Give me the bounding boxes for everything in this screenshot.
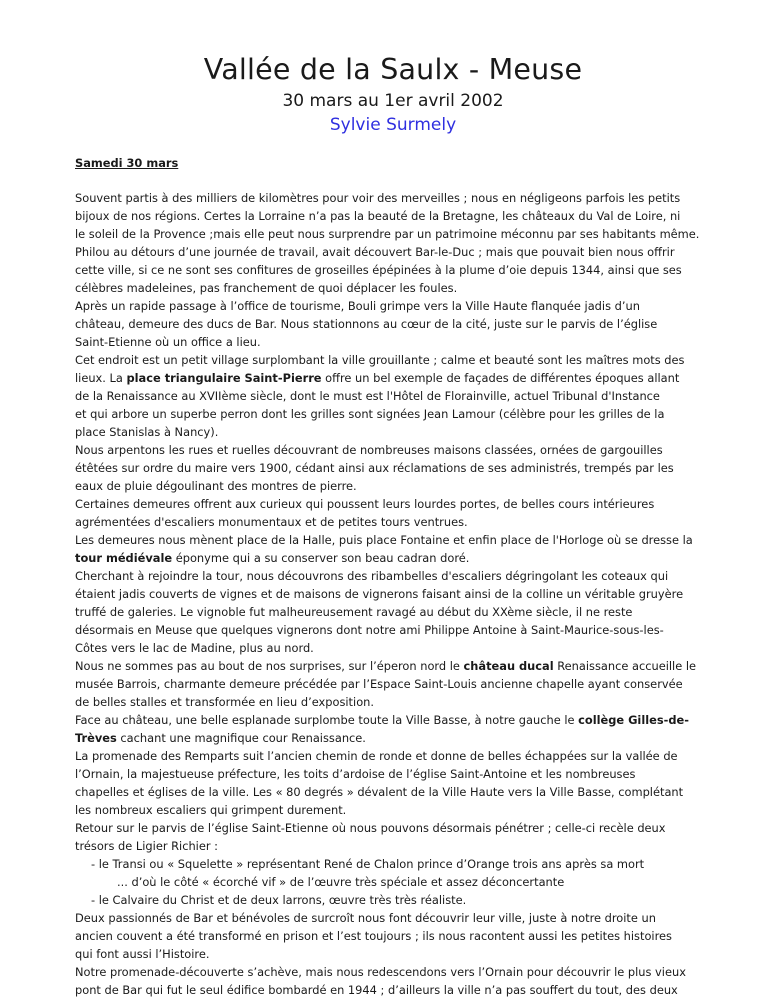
- text-line: [75, 801, 711, 819]
- text-line: [75, 729, 711, 747]
- text-line: [75, 297, 711, 315]
- bold-phrase: place triangulaire Saint-Pierre: [126, 371, 322, 385]
- text-segment: célèbres madeleines, pas franchement de quoi déplacer les foules.: [75, 281, 458, 295]
- text-segment: Les demeures nous mènent place de la Halle, puis place Fontaine et enfin place de l'Horloge où se dresse la: [75, 533, 693, 547]
- travel-narrative: [75, 189, 711, 999]
- text-segment: eaux de pluie dégoulinant des montres de pierre.: [75, 479, 357, 493]
- text-line: [75, 549, 711, 567]
- text-segment: cette ville, si ce ne sont ses confitures de groseilles épépinées à la plume d’oie depuis 1344, ainsi que ses: [75, 263, 682, 277]
- document-title: Vallée de la Saulx - Meuse: [203, 53, 583, 86]
- bold-phrase: tour médiévale: [75, 551, 173, 565]
- text-segment: La promenade des Remparts suit l’ancien chemin de ronde et donne de belles échappées sur la vallée de: [75, 749, 678, 763]
- text-line: [75, 279, 711, 297]
- text-segment: étaient jadis couverts de vignes et de maisons de vignerons faisant ainsi de la colline un véritable gruyère: [75, 587, 684, 601]
- text-segment: de la Renaissance au XVIIème siècle, dont le must est l'Hôtel de Florainville, actuel Tribunal d'Instance: [75, 389, 660, 403]
- text-segment: ... d’où le côté « écorché vif » de l’œuvre très spéciale et assez déconcertante: [117, 875, 565, 889]
- text-line: [75, 981, 711, 999]
- text-segment: Renaissance accueille le: [553, 659, 697, 673]
- text-line: [75, 189, 711, 207]
- text-segment: Saint-Etienne où un office a lieu.: [75, 335, 261, 349]
- text-line: [75, 261, 711, 279]
- text-line: [75, 909, 711, 927]
- text-line: [75, 531, 711, 549]
- text-segment: bijoux de nos régions. Certes la Lorraine n’a pas la beauté de la Bretagne, les châteaux du Val de Loire, ni: [75, 209, 681, 223]
- text-line: [75, 495, 711, 513]
- text-line: [75, 441, 711, 459]
- text-segment: Après un rapide passage à l’office de tourisme, Bouli grimpe vers la Ville Haute flanquée jadis d’un: [75, 299, 640, 313]
- text-line: [75, 747, 711, 765]
- text-segment: chapelles et églises de la ville. Les « 80 degrés » dévalent de la Ville Haute vers la Ville Basse, complétant: [75, 785, 684, 799]
- text-line: [75, 423, 711, 441]
- text-segment: place Stanislas à Nancy).: [75, 425, 219, 439]
- text-segment: ancien couvent a été transformé en prison et l’est toujours ; ils nous racontent aussi les petites histoires: [75, 929, 672, 943]
- text-line: [75, 351, 711, 369]
- text-segment: offre un bel exemple de façades de différentes époques allant: [321, 371, 680, 385]
- text-line: [75, 585, 711, 603]
- text-segment: de belles stalles et transformée en lieu d’exposition.: [75, 695, 374, 709]
- text-segment: Notre promenade-découverte s’achève, mais nous redescendons vers l’Ornain pour découvrir le plus vieux: [75, 965, 686, 979]
- text-segment: le soleil de la Provence ;mais elle peut nous surprendre par un patrimoine méconnu par ses habitants même.: [75, 227, 700, 241]
- text-segment: cachant une magnifique cour Renaissance.: [116, 731, 366, 745]
- text-line: [75, 567, 711, 585]
- text-segment: éponyme qui a su conserver son beau cadran doré.: [172, 551, 470, 565]
- text-line: [75, 711, 711, 729]
- text-segment: et qui arbore un superbe perron dont les grilles sont signées Jean Lamour (célèbre pour les grilles de la: [75, 407, 665, 421]
- text-line: [75, 621, 711, 639]
- text-segment: Nous arpentons les rues et ruelles découvrant de nombreuses maisons classées, ornées de gargouilles: [75, 443, 663, 457]
- text-segment: Nous ne sommes pas au bout de nos surprises, sur l’éperon nord le: [75, 659, 464, 673]
- text-segment: l’Ornain, la majestueuse préfecture, les toits d’ardoise de l’église Saint-Antoine et les nombreuses: [75, 767, 636, 781]
- text-line: [75, 693, 711, 711]
- trip-dates: 30 mars au 1er avril 2002: [282, 91, 504, 111]
- text-segment: château, demeure des ducs de Bar. Nous stationnons au cœur de la cité, juste sur le parvis de l’église: [75, 317, 658, 331]
- text-line: [75, 225, 711, 243]
- text-line: [75, 873, 711, 891]
- text-line: [75, 603, 711, 621]
- day-heading: Samedi 30 mars: [75, 156, 179, 170]
- text-line: [75, 315, 711, 333]
- text-segment: trésors de Ligier Richier :: [75, 839, 219, 853]
- text-line: [75, 927, 711, 945]
- text-segment: agrémentées d'escaliers monumentaux et de petites tours ventrues.: [75, 515, 468, 529]
- text-line: [75, 675, 711, 693]
- text-segment: Souvent partis à des milliers de kilomètres pour voir des merveilles ; nous en négligeons parfois les petits: [75, 191, 681, 205]
- text-line: [75, 513, 711, 531]
- text-line: [75, 639, 711, 657]
- text-segment: Cet endroit est un petit village surplombant la ville grouillante ; calme et beauté sont les maîtres mots des: [75, 353, 685, 367]
- text-segment: lieux. La: [75, 371, 127, 385]
- text-segment: Philou au détours d’une journée de travail, avait découvert Bar-le-Duc ; mais que pouvait bien nous offrir: [75, 245, 675, 259]
- text-segment: désormais en Meuse que quelques vignerons dont notre ami Philippe Antoine à Saint-Maurice-sous-les-: [75, 623, 664, 637]
- text-segment: truffé de galeries. Le vignoble fut malheureusement ravagé au début du XXème siècle, il ne reste: [75, 605, 633, 619]
- text-line: [75, 765, 711, 783]
- text-segment: Certaines demeures offrent aux curieux qui poussent leurs lourdes portes, de belles cours intérieures: [75, 497, 655, 511]
- text-segment: musée Barrois, charmante demeure précédée par l’Espace Saint-Louis ancienne chapelle ayant conservée: [75, 677, 683, 691]
- text-line: [75, 333, 711, 351]
- text-segment: qui font aussi l’Histoire.: [75, 947, 210, 961]
- text-line: [75, 855, 711, 873]
- bold-phrase: Trèves: [75, 731, 117, 745]
- text-segment: - le Transi ou « Squelette » représentant René de Chalon prince d’Orange trois ans après sa mort: [91, 857, 645, 871]
- text-line: [75, 459, 711, 477]
- text-line: [75, 387, 711, 405]
- text-line: [75, 477, 711, 495]
- text-line: [75, 207, 711, 225]
- text-segment: pont de Bar qui fut le seul édifice bombardé en 1944 ; d’ailleurs la ville n’a pas souffert du tout, des deux: [75, 983, 678, 997]
- text-line: [75, 405, 711, 423]
- text-segment: étêtées sur ordre du maire vers 1900, cédant ainsi aux réclamations de ses administrés, trempés par les: [75, 461, 674, 475]
- text-segment: Face au château, une belle esplanade surplombe toute la Ville Basse, à notre gauche le: [75, 713, 579, 727]
- text-segment: Deux passionnés de Bar et bénévoles de surcroît nous font découvrir leur ville, juste à notre droite un: [75, 911, 656, 925]
- text-segment: Cherchant à rejoindre la tour, nous découvrons des ribambelles d'escaliers dégringolant les coteaux qui: [75, 569, 669, 583]
- text-line: [75, 891, 711, 909]
- text-line: [75, 657, 711, 675]
- author-name: Sylvie Surmely: [329, 115, 457, 135]
- text-line: [75, 819, 711, 837]
- text-line: [75, 945, 711, 963]
- text-segment: Côtes vers le lac de Madine, plus au nord.: [75, 641, 314, 655]
- text-line: [75, 369, 711, 387]
- text-segment: les nombreux escaliers qui grimpent durement.: [75, 803, 347, 817]
- text-line: [75, 243, 711, 261]
- text-line: [75, 783, 711, 801]
- text-segment: Retour sur le parvis de l’église Saint-Etienne où nous pouvons désormais pénétrer ; celle-ci recèle deux: [75, 821, 666, 835]
- bold-phrase: collège Gilles-de-: [578, 713, 689, 727]
- bold-phrase: château ducal: [463, 659, 554, 673]
- text-line: [75, 837, 711, 855]
- text-segment: - le Calvaire du Christ et de deux larrons, œuvre très très réaliste.: [91, 893, 467, 907]
- text-line: [75, 963, 711, 981]
